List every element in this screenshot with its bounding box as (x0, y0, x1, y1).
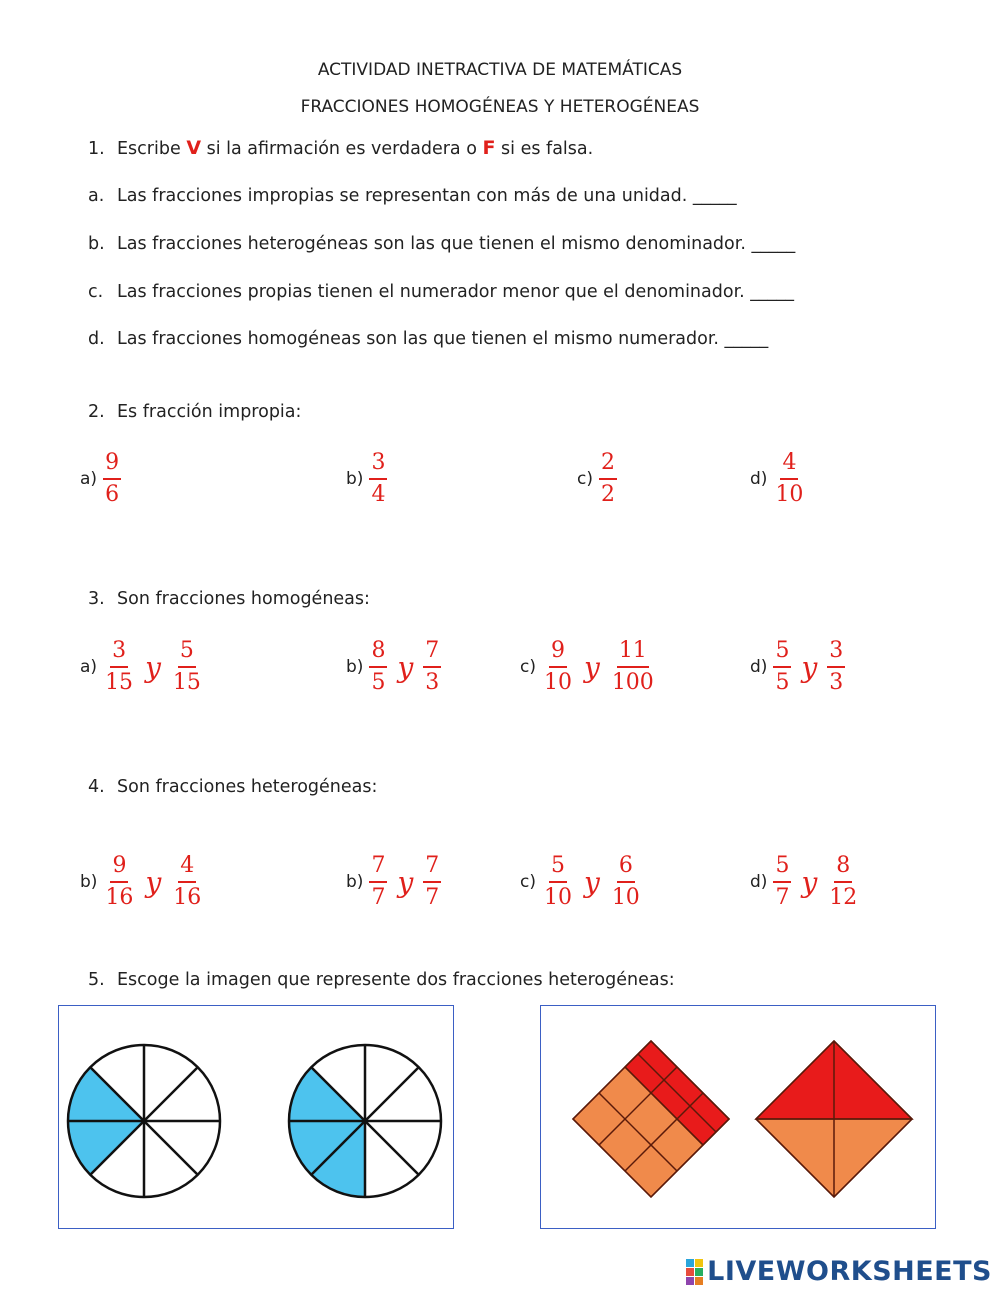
denominator: 10 (543, 885, 572, 910)
fraction (542, 855, 574, 909)
numerator: 4 (780, 452, 798, 480)
q3-option-a[interactable] (80, 640, 203, 694)
numerator: 9 (110, 855, 128, 883)
image-option-diamonds[interactable] (540, 1005, 936, 1229)
conjunction: y (145, 865, 162, 899)
fraction (610, 640, 656, 694)
denominator: 5 (371, 670, 386, 695)
denominator: 15 (105, 670, 134, 695)
fraction (171, 855, 203, 909)
q4-option-2[interactable] (346, 855, 441, 909)
option-label: c) (520, 657, 536, 677)
fraction (369, 855, 387, 909)
statement-letter: d. (88, 329, 105, 349)
q1-text-middle: si la afirmación es verdadera o (206, 139, 477, 159)
numerator: 9 (103, 452, 121, 480)
statement-text: Las fracciones impropias se representan con más de una unidad. _____ (117, 186, 737, 206)
image-option-circles[interactable] (58, 1005, 454, 1229)
question-text: Son fracciones heterogéneas: (117, 777, 378, 797)
question-text: Son fracciones homogéneas: (117, 589, 370, 609)
option-label: d) (750, 657, 768, 677)
fraction (423, 855, 441, 909)
fraction (369, 452, 387, 506)
statement-b[interactable] (88, 234, 795, 254)
numerator: 5 (773, 855, 791, 883)
question-text: Escoge la imagen que represente dos fracciones heterogéneas: (117, 970, 675, 990)
diamond-left (573, 1041, 729, 1197)
numerator: 3 (827, 640, 845, 668)
denominator: 15 (172, 670, 201, 695)
diamond-right (756, 1041, 912, 1197)
conjunction: y (145, 650, 161, 684)
numerator: 5 (178, 640, 196, 668)
false-letter: F (482, 137, 496, 159)
denominator: 7 (371, 885, 386, 910)
fraction (610, 855, 642, 909)
true-letter: V (186, 137, 202, 159)
denominator: 5 (775, 670, 790, 695)
q4-option-4[interactable] (750, 855, 859, 909)
statement-letter: a. (88, 186, 105, 206)
fraction (103, 452, 121, 506)
denominator: 12 (829, 885, 858, 910)
option-label: a) (80, 657, 98, 677)
denominator: 2 (600, 482, 615, 507)
fraction (542, 640, 574, 694)
q2-option-b[interactable] (346, 452, 387, 506)
question-text: Es fracción impropia: (117, 402, 302, 422)
option-label: c) (577, 469, 593, 489)
denominator: 3 (425, 670, 440, 695)
statement-text: Las fracciones propias tienen el numerador menor que el denominador. _____ (117, 282, 795, 302)
statement-a[interactable] (88, 186, 737, 206)
fraction (171, 640, 203, 694)
numerator: 3 (369, 452, 387, 480)
statement-text: Las fracciones homogéneas son las que tienen el mismo numerador. _____ (117, 329, 769, 349)
denominator: 16 (105, 885, 134, 910)
fraction (773, 640, 791, 694)
option-label: c) (520, 872, 536, 892)
question-4 (88, 777, 377, 797)
fraction (103, 855, 135, 909)
statement-c[interactable] (88, 282, 794, 302)
circles-figure (59, 1006, 453, 1228)
circle-right (289, 1045, 441, 1197)
conjunction: y (583, 650, 600, 684)
numerator: 6 (617, 855, 635, 883)
diamonds-figure (541, 1006, 935, 1228)
conjunction: y (397, 650, 414, 684)
denominator: 6 (105, 482, 120, 507)
option-label: b) (346, 872, 364, 892)
conjunction: y (801, 650, 818, 684)
question-number: 1. (88, 139, 105, 159)
numerator: 9 (549, 640, 567, 668)
statement-d[interactable] (88, 329, 768, 349)
conjunction: y (801, 865, 818, 899)
fraction (103, 640, 135, 694)
q3-option-d[interactable] (750, 640, 845, 694)
denominator: 16 (173, 885, 202, 910)
conjunction: y (397, 865, 414, 899)
fraction (423, 640, 441, 694)
fraction (827, 855, 859, 909)
fraction (827, 640, 845, 694)
logo-text: LIVEWORKSHEETS (707, 1256, 992, 1287)
question-number: 3. (88, 589, 105, 609)
q1-text-before: Escribe (117, 139, 181, 159)
question-number: 5. (88, 970, 105, 990)
denominator: 4 (371, 482, 386, 507)
q4-option-3[interactable] (520, 855, 642, 909)
statement-text: Las fracciones heterogéneas son las que tienen el mismo denominador. _____ (117, 234, 796, 254)
q2-option-d[interactable] (750, 452, 805, 506)
fraction (599, 452, 617, 506)
numerator: 5 (549, 855, 567, 883)
numerator: 8 (369, 640, 387, 668)
numerator: 8 (834, 855, 852, 883)
option-label: d) (750, 872, 768, 892)
fraction (369, 640, 387, 694)
statement-letter: b. (88, 234, 105, 254)
question-5 (88, 970, 675, 990)
question-3 (88, 589, 370, 609)
q2-option-a[interactable] (80, 452, 121, 506)
numerator: 2 (599, 452, 617, 480)
option-label: b) (80, 872, 98, 892)
question-1 (88, 137, 593, 159)
numerator: 7 (423, 640, 441, 668)
question-number: 4. (88, 777, 105, 797)
numerator: 7 (423, 855, 441, 883)
denominator: 100 (611, 670, 654, 695)
q3-option-c[interactable] (520, 640, 656, 694)
q1-text-after: si es falsa. (501, 139, 594, 159)
denominator: 10 (611, 885, 640, 910)
q4-option-1[interactable] (80, 855, 203, 909)
fraction (773, 452, 805, 506)
page-subtitle: FRACCIONES HOMOGÉNEAS Y HETEROGÉNEAS (300, 97, 700, 117)
numerator: 11 (617, 640, 649, 668)
liveworksheets-logo (686, 1256, 992, 1287)
denominator: 7 (775, 885, 790, 910)
question-number: 2. (88, 402, 105, 422)
option-label: d) (750, 469, 768, 489)
numerator: 3 (110, 640, 128, 668)
numerator: 4 (178, 855, 196, 883)
q2-option-c[interactable] (577, 452, 617, 506)
numerator: 5 (773, 640, 791, 668)
page-title: ACTIVIDAD INETRACTIVA DE MATEMÁTICAS (317, 60, 683, 80)
conjunction: y (583, 865, 600, 899)
denominator: 3 (829, 670, 844, 695)
fraction (773, 855, 791, 909)
circle-left (68, 1045, 220, 1197)
question-2 (88, 402, 301, 422)
denominator: 10 (775, 482, 804, 507)
option-label: b) (346, 657, 364, 677)
option-label: a) (80, 469, 98, 489)
statement-letter: c. (88, 282, 104, 302)
q3-option-b[interactable] (346, 640, 441, 694)
logo-blocks-icon (686, 1259, 703, 1285)
option-label: b) (346, 469, 364, 489)
denominator: 7 (425, 885, 440, 910)
denominator: 10 (543, 670, 572, 695)
numerator: 7 (369, 855, 387, 883)
